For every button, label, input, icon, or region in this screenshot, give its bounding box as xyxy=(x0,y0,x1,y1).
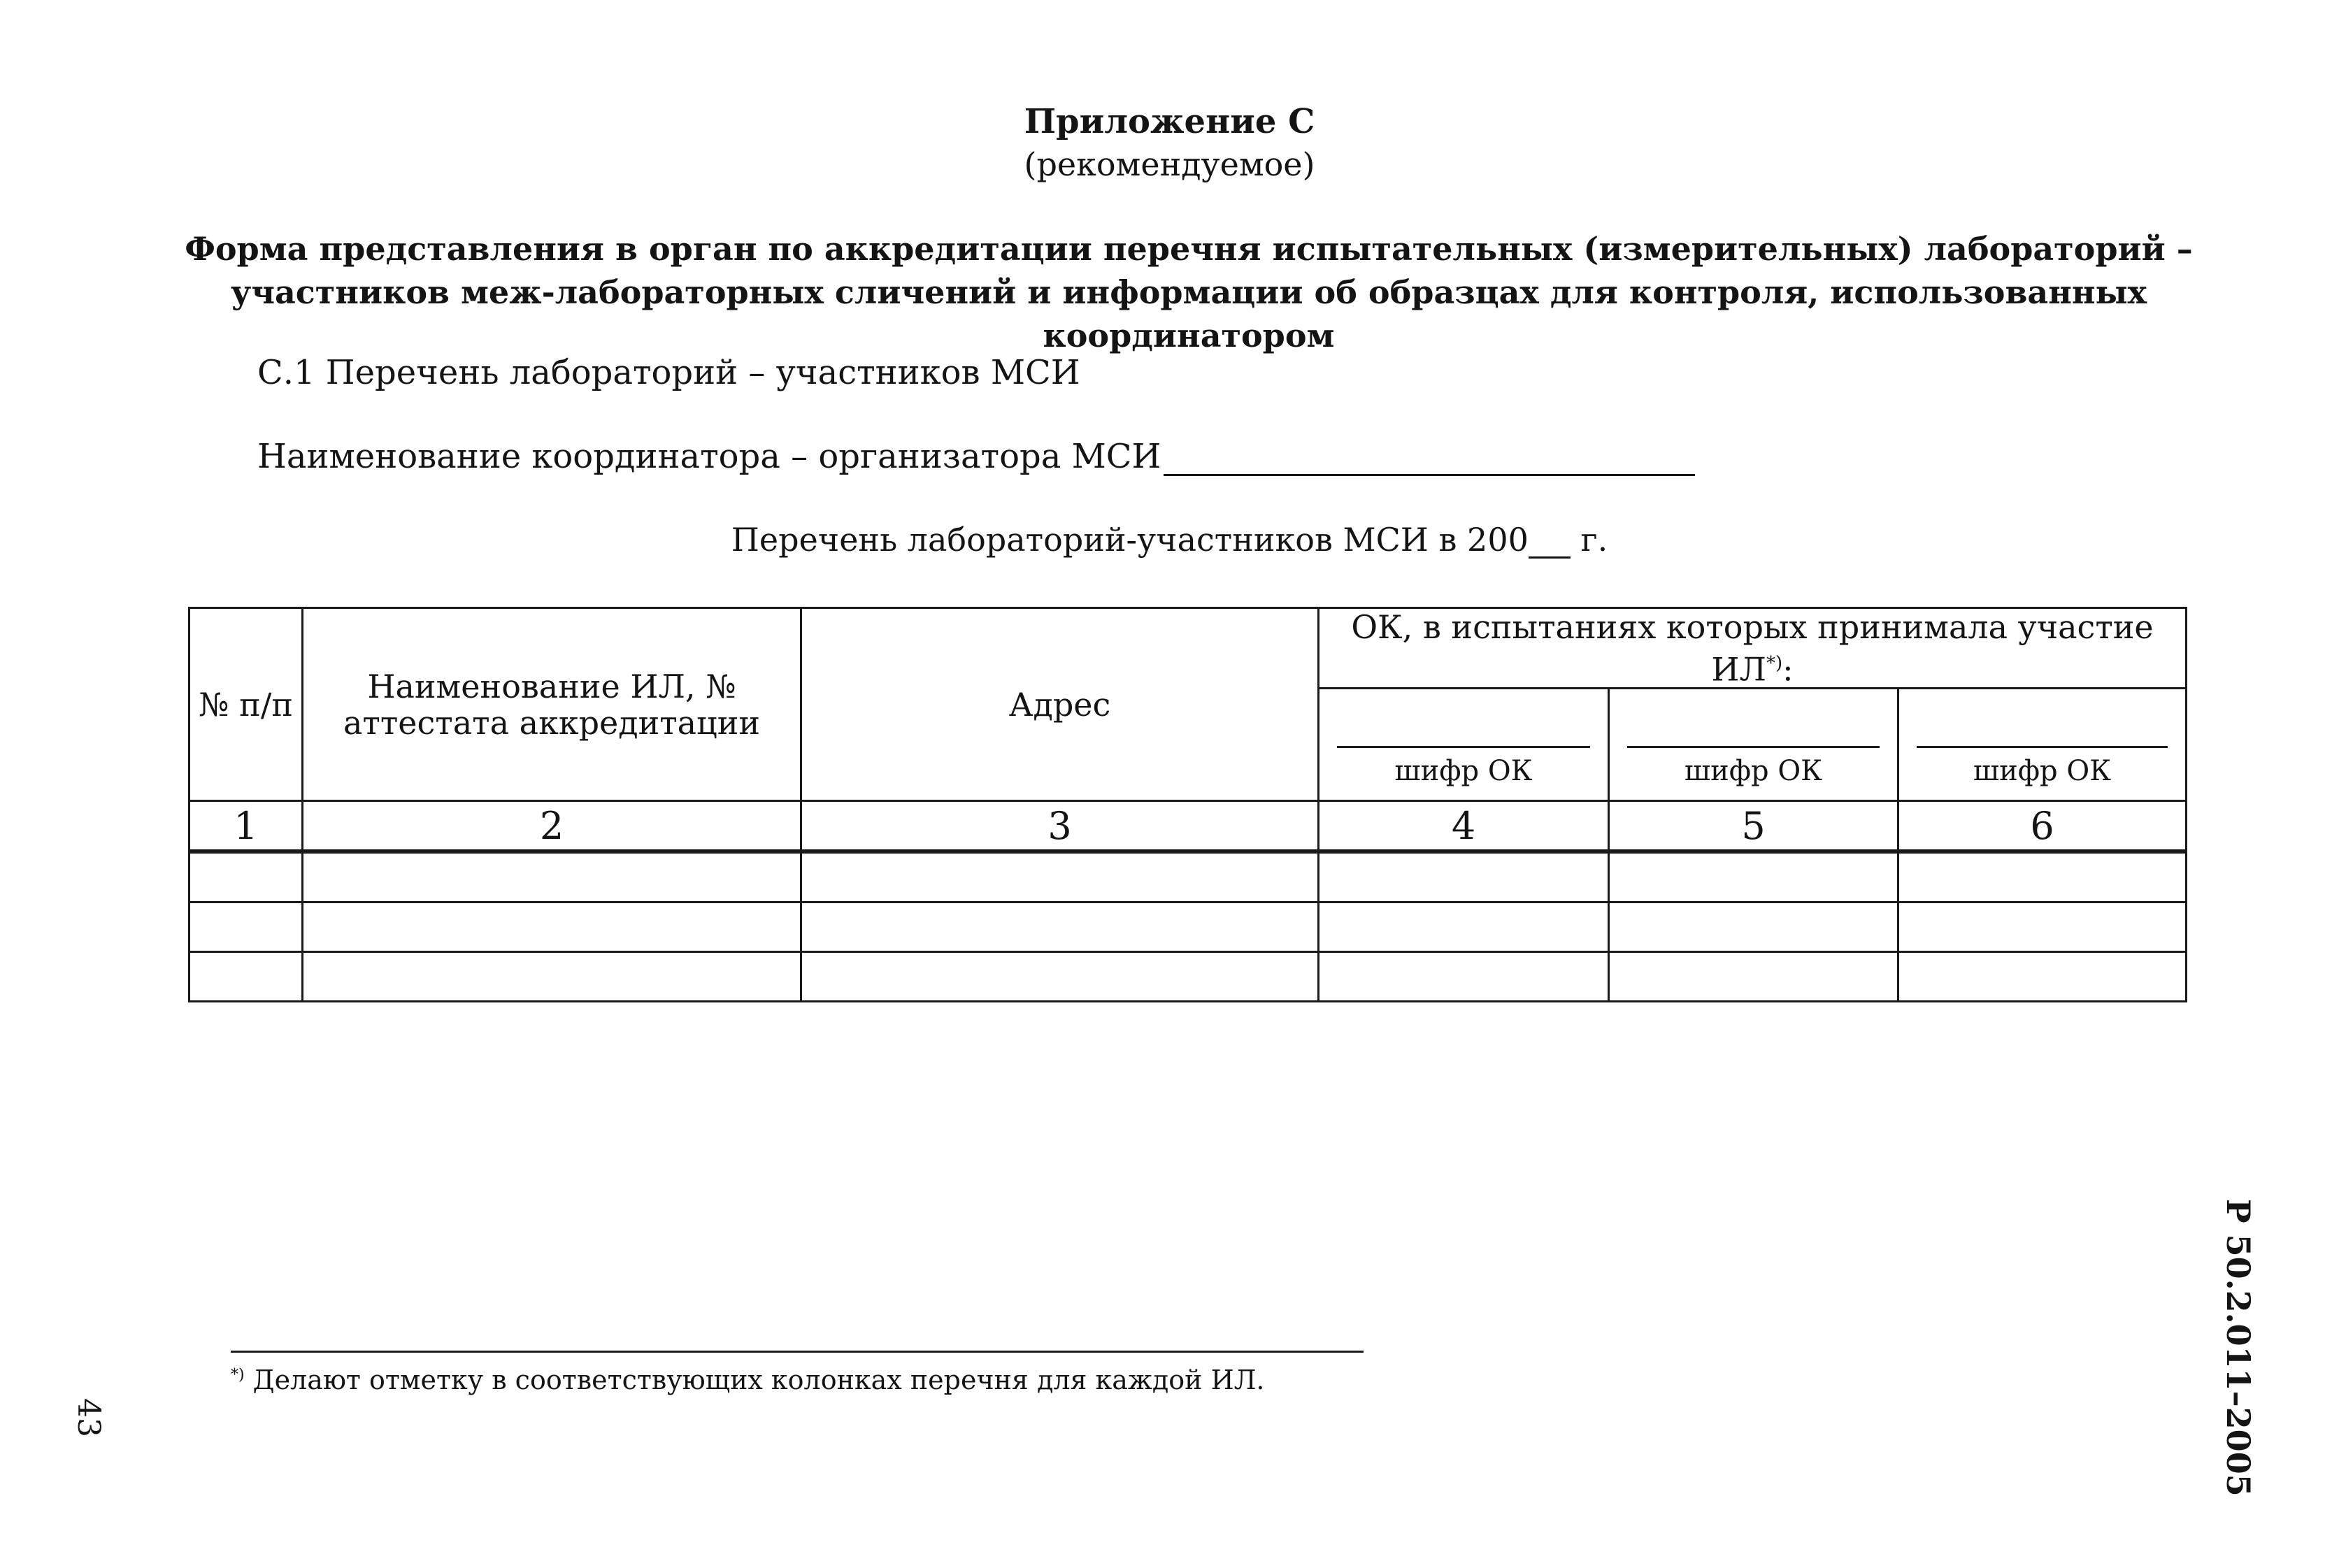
page-number: 43 xyxy=(71,1398,106,1437)
table-row xyxy=(189,952,2187,1002)
table-cell xyxy=(189,851,303,902)
cipher-cell xyxy=(1319,689,1609,801)
form-title: Форма представления в орган по аккредитации перечня испытательных (измерительных) лабораторий – участников меж-лабораторных сличений и информации об образцах для контроля, использованных координатором xyxy=(185,230,2193,354)
table-cell xyxy=(1319,952,1609,1002)
table-cell xyxy=(1319,851,1609,902)
table-cell xyxy=(1609,902,1898,952)
appendix-title: Приложение С xyxy=(1024,102,1315,141)
year-blank-field xyxy=(1529,526,1571,559)
laboratories-table xyxy=(188,607,2187,1002)
list-title-prefix: Перечень лабораторий-участников МСИ в 200 xyxy=(731,521,1529,559)
cipher-cell xyxy=(1609,689,1898,801)
column-number: 3 xyxy=(801,801,1319,852)
section-heading: С.1 Перечень лабораторий – участников МСИ xyxy=(257,353,1080,392)
table-row xyxy=(189,851,2187,902)
header-lab-name: Наименование ИЛ, № аттестата аккредитации xyxy=(303,608,801,801)
header-ok-text: ОК, в испытаниях которых принимала участие ИЛ xyxy=(1351,608,2154,689)
header-ok-colon: : xyxy=(1782,650,1794,689)
list-title xyxy=(0,521,2339,559)
table-cell xyxy=(1898,952,2187,1002)
coordinator-blank-field xyxy=(1164,438,1695,476)
table-cell xyxy=(1609,952,1898,1002)
table-cell xyxy=(189,902,303,952)
cipher-label: шифр ОК xyxy=(1684,755,1823,788)
table-row xyxy=(189,902,2187,952)
column-number: 4 xyxy=(1319,801,1609,852)
coordinator-line xyxy=(257,437,1695,476)
header-address: Адрес xyxy=(801,608,1319,801)
table-cell xyxy=(189,952,303,1002)
footnote-text: Делают отметку в соответствующих колонках перечня для каждой ИЛ. xyxy=(244,1365,1265,1395)
column-number: 2 xyxy=(303,801,801,852)
list-title-suffix: г. xyxy=(1570,521,1608,559)
column-numbers-row xyxy=(189,801,2187,852)
appendix-status: (рекомендуемое) xyxy=(1024,145,1315,183)
footnote-mark: *) xyxy=(231,1366,245,1384)
column-number: 5 xyxy=(1609,801,1898,852)
table-cell xyxy=(303,851,801,902)
column-number: 1 xyxy=(189,801,303,852)
table-cell xyxy=(1898,902,2187,952)
cipher-cell xyxy=(1898,689,2187,801)
footnote-divider xyxy=(231,1351,1364,1353)
cipher-label: шифр ОК xyxy=(1394,755,1533,788)
footnote xyxy=(231,1365,1265,1395)
header-number: № п/п xyxy=(189,608,303,801)
footnote-mark: *) xyxy=(1766,653,1783,674)
table-cell xyxy=(801,902,1319,952)
document-code: Р 50.2.011–2005 xyxy=(2219,1199,2257,1497)
table-cell xyxy=(1609,851,1898,902)
column-number: 6 xyxy=(1898,801,2187,852)
table-cell xyxy=(801,952,1319,1002)
table-cell xyxy=(801,851,1319,902)
table-cell xyxy=(303,952,801,1002)
table-cell xyxy=(1898,851,2187,902)
table-cell xyxy=(303,902,801,952)
cipher-label: шифр ОК xyxy=(1973,755,2112,788)
table-cell xyxy=(1319,902,1609,952)
coordinator-label: Наименование координатора – организатора МСИ xyxy=(257,437,1161,476)
header-ok xyxy=(1319,608,2187,689)
